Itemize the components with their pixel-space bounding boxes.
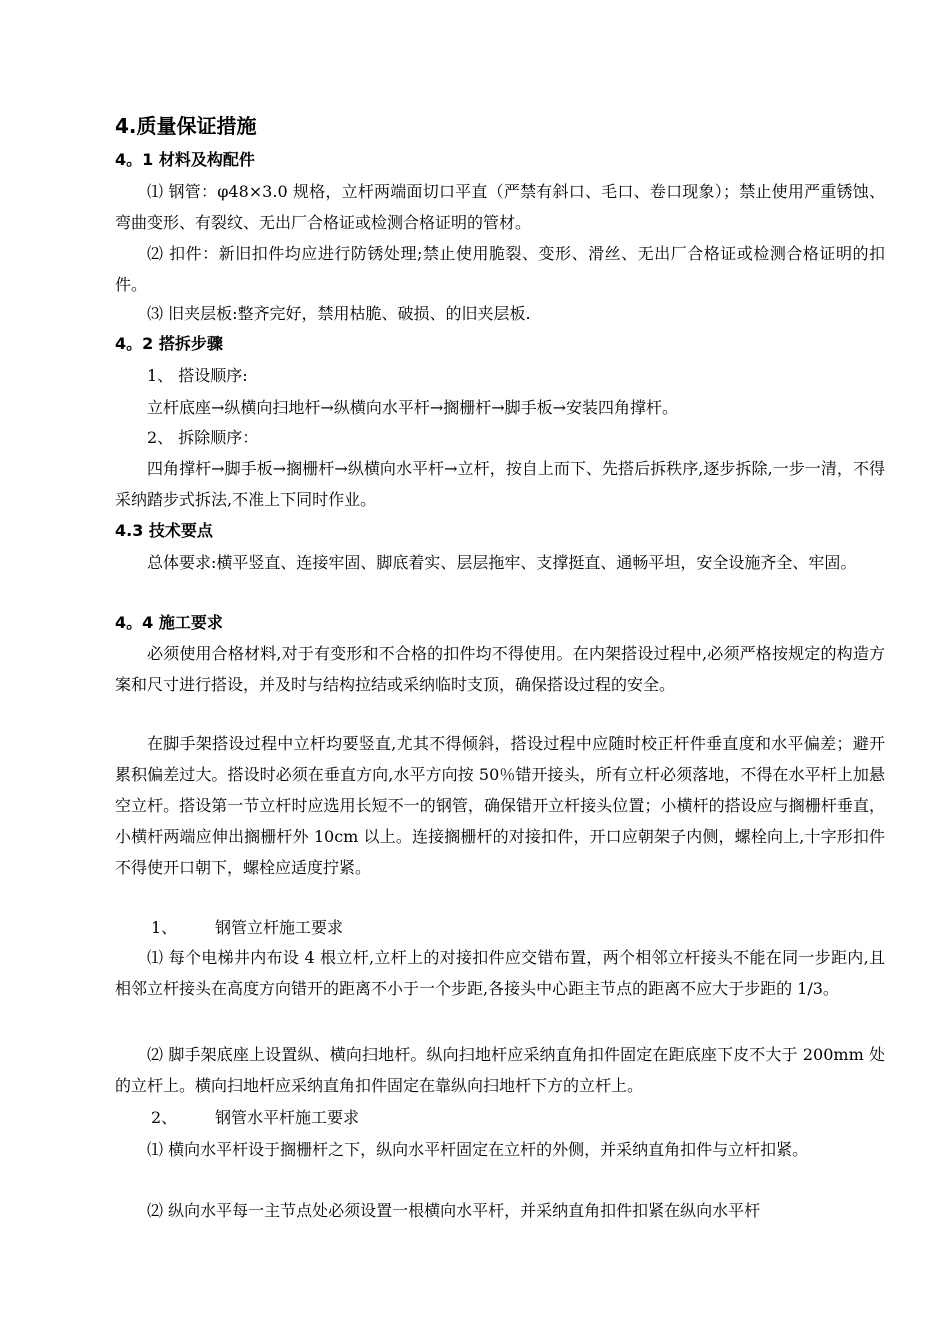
requirements-paragraph-2: 在脚手架搭设过程中立杆均要竖直,尤其不得倾斜，搭设过程中应随时校正杆件垂直度和水平偏差；避开累积偏差过大。搭设时必须在垂直方向,水平方向按 50％错开接头，所有立杆必须落地，不得在水平杆上加悬空立杆。搭设第一节立杆时应选用长短不一的钢管，确保错开立杆接头位置；小横杆的搭设应与搁栅杆垂直，小横杆两端应伸出搁栅杆外 10cm 以上。连接搁栅杆的对接扣件，开口应朝架子内侧，螺栓向上,十字形扣件不得使开口朝下，螺栓应适度拧紧。 [115,734,885,877]
heading-materials: 4。1 材料及构配件 [115,150,255,169]
heading-technical-points: 4.3 技术要点 [115,521,213,540]
subsection-1-title: 钢管立杆施工要求 [215,918,344,937]
heading-construction-requirements: 4。4 施工要求 [115,613,223,632]
subsection-2-item-2: ⑵ 纵向水平每一主节点处必须设置一根横向水平杆，并采纳直角扣件扣紧在纵向水平杆 [147,1201,761,1220]
subsection-1-item-2: ⑵ 脚手架底座上设置纵、横向扫地杆。纵向扫地杆应采纳直角扣件固定在距底座下皮不大于 200mm 处的立杆上。横向扫地杆应采纳直角扣件固定在靠纵向扫地杆下方的立杆上。 [115,1045,885,1095]
item-fasteners: ⑵ 扣件：新旧扣件均应进行防锈处理;禁止使用脆裂、变形、滑丝、无出厂合格证或检测合格证明的扣件。 [115,244,885,294]
item-plywood: ⑶ 旧夹层板:整齐完好，禁用枯脆、破损、的旧夹层板. [147,304,531,323]
dismantle-order-sequence: 四角撑杆→脚手板→搁栅杆→纵横向水平杆→立杆，按自上而下、先搭后拆秩序,逐步拆除,一步一清，不得采纳踏步式拆法,不准上下同时作业。 [115,459,885,509]
subsection-2-title: 钢管水平杆施工要求 [215,1108,360,1127]
erect-order-label: 1、 搭设顺序: [147,366,248,385]
dismantle-order-label: 2、 拆除顺序： [147,428,259,447]
subsection-2-number: 2、 [151,1108,178,1127]
subsection-1-number: 1、 [151,918,178,937]
section-title: 4.质量保证措施 [115,114,257,138]
heading-erect-dismantle: 4。2 搭拆步骤 [115,334,223,353]
subsection-2-item-1: ⑴ 横向水平杆设于搁栅杆之下，纵向水平杆固定在立杆的外侧，并采纳直角扣件与立杆扣紧。 [147,1140,809,1159]
technical-points-text: 总体要求:横平竖直、连接牢固、脚底着实、层层拖牢、支撑挺直、通畅平坦，安全设施齐全、牢固。 [147,553,857,572]
erect-order-sequence: 立杆底座→纵横向扫地杆→纵横向水平杆→搁栅杆→脚手板→安装四角撑杆。 [147,398,679,417]
item-steel-pipe: ⑴ 钢管：φ48×3.0 规格，立杆两端面切口平直（严禁有斜口、毛口、卷口现象）；禁止使用严重锈蚀、弯曲变形、有裂纹、无出厂合格证或检测合格证明的管材。 [115,182,885,232]
subsection-1-item-1: ⑴ 每个电梯井内布设 4 根立杆,立杆上的对接扣件应交错布置，两个相邻立杆接头不能在同一步距内,且相邻立杆接头在高度方向错开的距离不小于一个步距,各接头中心距主节点的距离不应大于步距的 1/3。 [115,948,885,998]
requirements-paragraph-1: 必须使用合格材料,对于有变形和不合格的扣件均不得使用。在内架搭设过程中,必须严格按规定的构造方案和尺寸进行搭设，并及时与结构拉结或采纳临时支顶，确保搭设过程的安全。 [115,644,885,694]
